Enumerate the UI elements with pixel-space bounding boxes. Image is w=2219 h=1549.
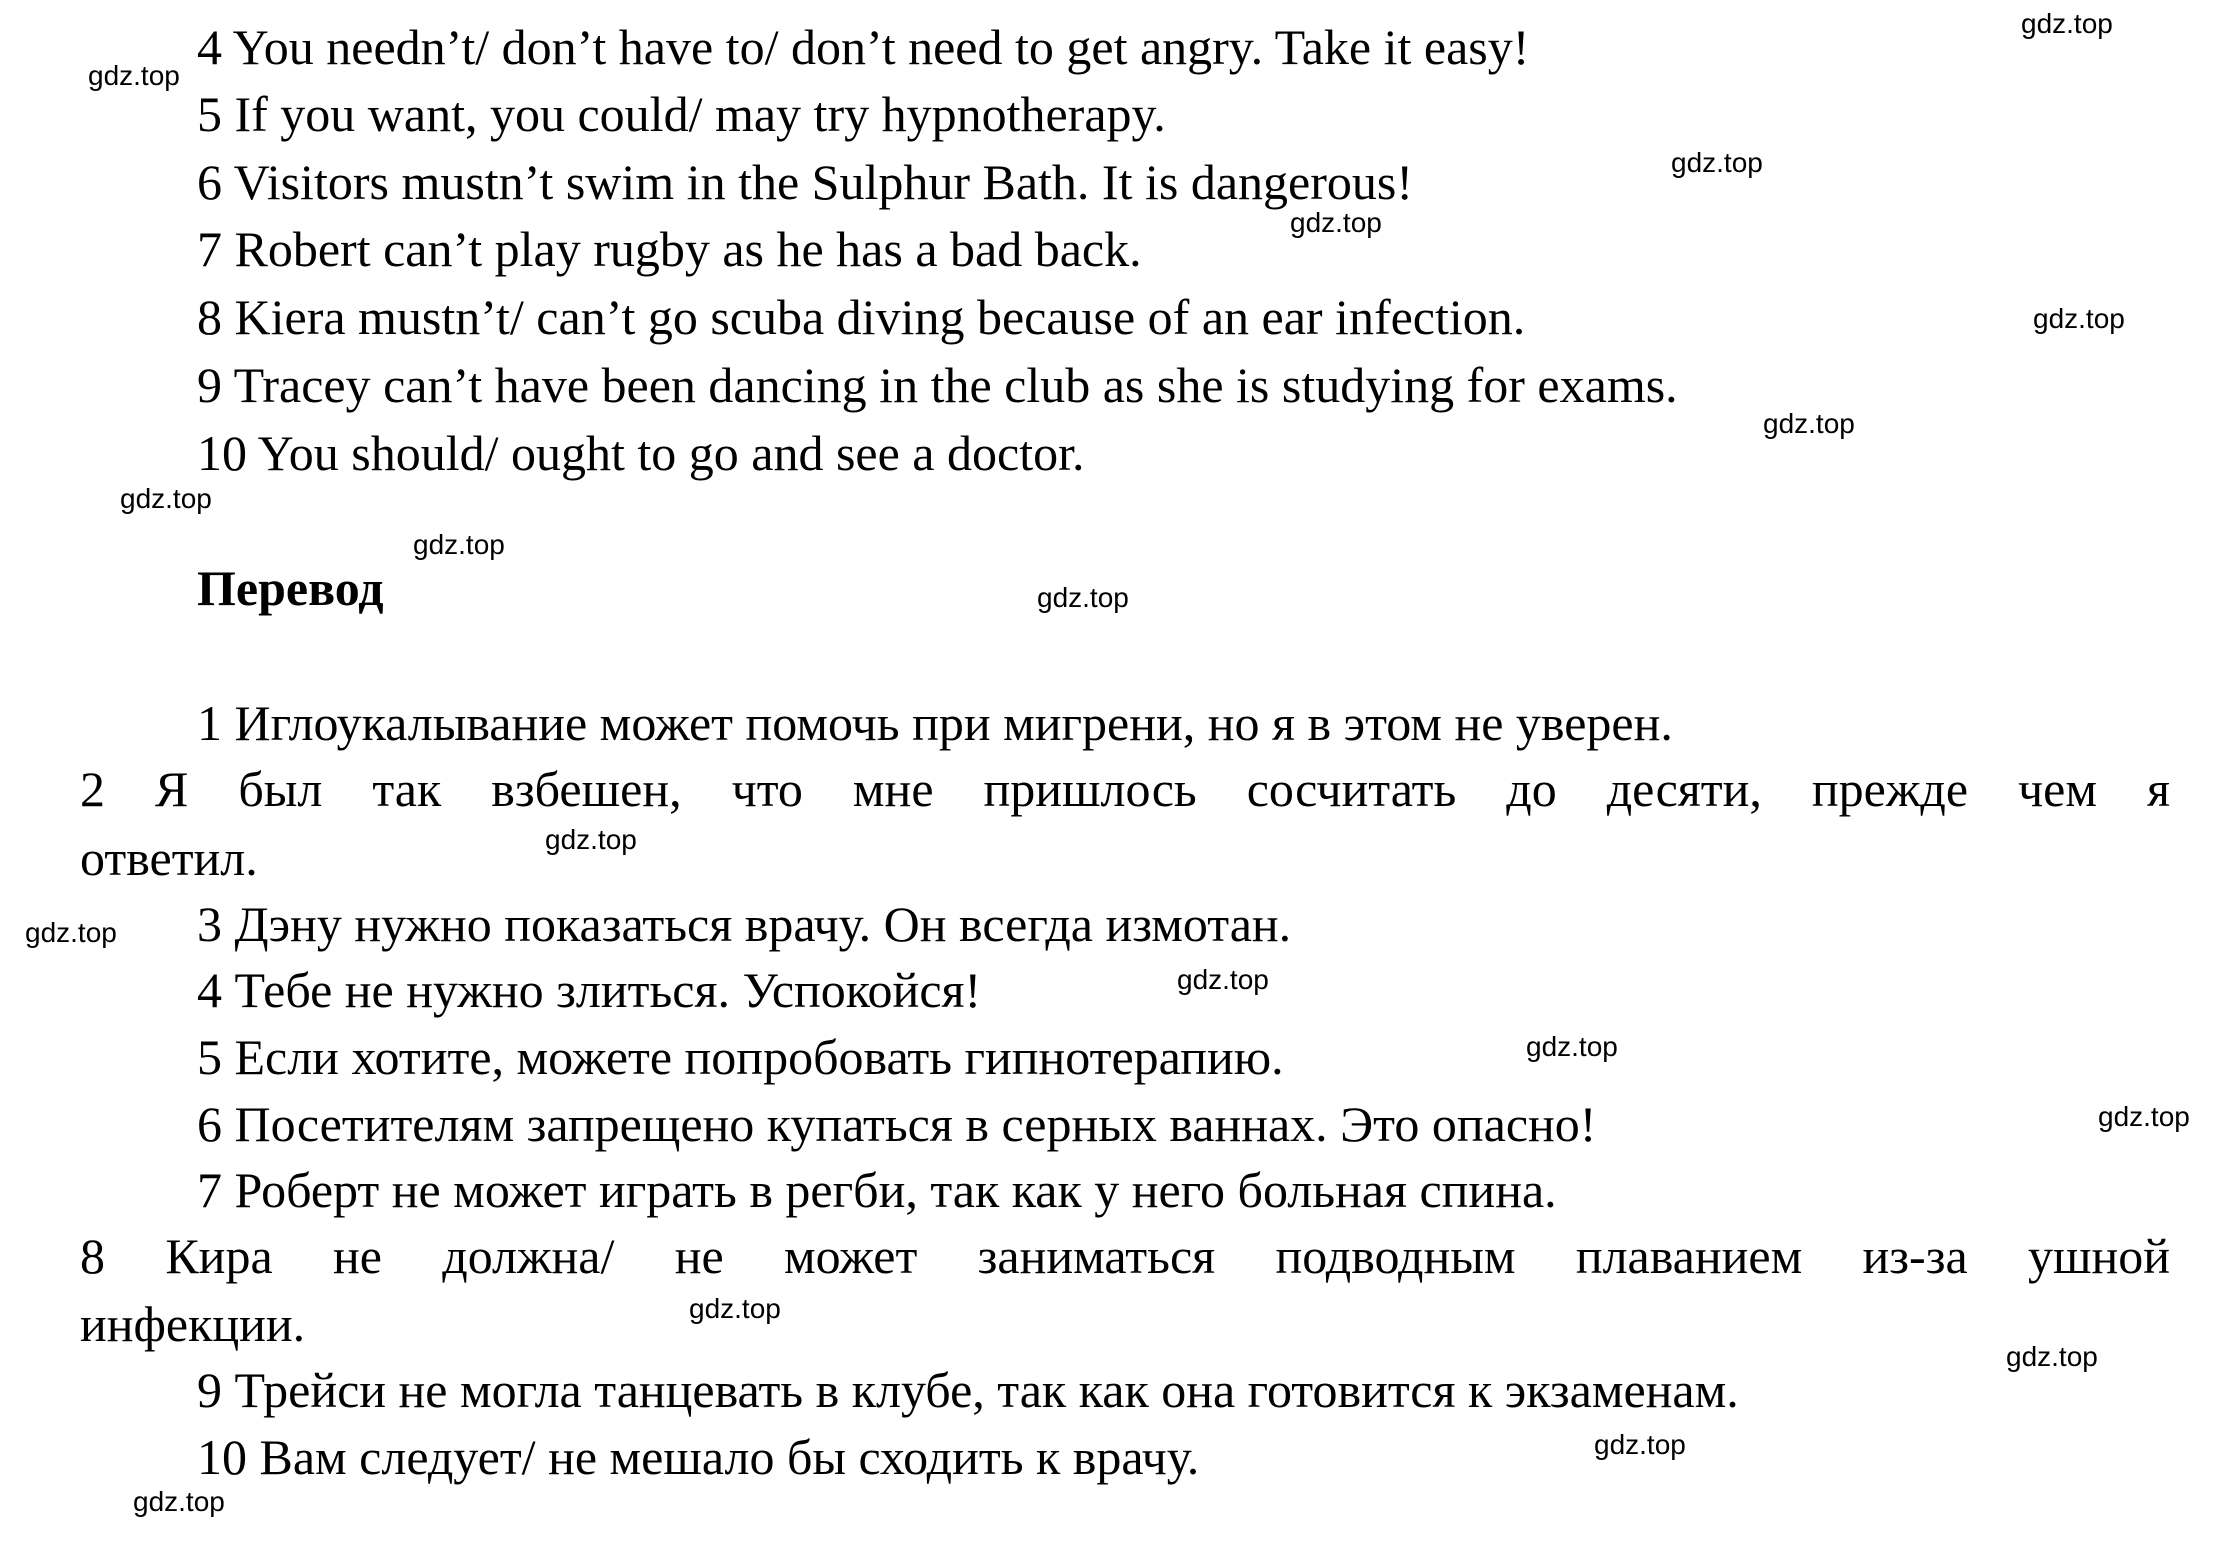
watermark: gdz.top [1177,964,1269,995]
translation-item-2-line-2: ответил. [80,830,258,886]
translation-item-10: 10 Вам следует/ не мешало бы сходить к врачу. [197,1429,1200,1485]
english-answer-8: 8 Kiera mustn’t/ can’t go scuba diving because of an ear infection. [197,289,1526,345]
watermark: gdz.top [2021,8,2113,39]
watermark: gdz.top [1037,582,1129,613]
translation-item-8-line-2: инфекции. [80,1296,306,1352]
watermark: gdz.top [133,1486,225,1517]
watermark: gdz.top [88,60,180,91]
translation-item-6: 6 Посетителям запрещено купаться в серных ваннах. Это опасно! [197,1096,1597,1152]
english-answer-4: 4 You needn’t/ don’t have to/ don’t need to get angry. Take it easy! [197,19,1530,75]
watermark: gdz.top [689,1293,781,1324]
watermark: gdz.top [2006,1341,2098,1372]
watermark: gdz.top [2098,1101,2190,1132]
english-answer-10: 10 You should/ ought to go and see a doctor. [197,425,1085,481]
watermark: gdz.top [1526,1031,1618,1062]
watermark: gdz.top [1290,207,1382,238]
english-answer-5: 5 If you want, you could/ may try hypnotherapy. [197,86,1166,142]
translation-item-8-line-1: 8 Кира не должна/ не может заниматься подводным плаванием из-за ушной [80,1228,2170,1284]
translation-item-9: 9 Трейси не могла танцевать в клубе, так как она готовится к экзаменам. [197,1362,1739,1418]
english-answer-9: 9 Tracey can’t have been dancing in the club as she is studying for exams. [197,357,1678,413]
watermark: gdz.top [545,824,637,855]
english-answer-7: 7 Robert can’t play rugby as he has a bad back. [197,221,1142,277]
translation-item-7: 7 Роберт не может играть в регби, так как у него больная спина. [197,1162,1557,1218]
translation-item-5: 5 Если хотите, можете попробовать гипнотерапию. [197,1029,1284,1085]
watermark: gdz.top [1763,408,1855,439]
translation-item-4: 4 Тебе не нужно злиться. Успокойся! [197,962,982,1018]
translation-item-2-line-1: 2 Я был так взбешен, что мне пришлось сосчитать до десяти, прежде чем я [80,761,2170,817]
watermark: gdz.top [25,917,117,948]
translation-heading: Перевод [197,560,384,616]
translation-item-3: 3 Дэну нужно показаться врачу. Он всегда измотан. [197,896,1292,952]
translation-item-1: 1 Иглоукалывание может помочь при мигрени, но я в этом не уверен. [197,695,1673,751]
watermark: gdz.top [413,529,505,560]
watermark: gdz.top [1594,1429,1686,1460]
english-answer-6: 6 Visitors mustn’t swim in the Sulphur Bath. It is dangerous! [197,154,1413,210]
watermark: gdz.top [120,483,212,514]
watermark: gdz.top [1671,147,1763,178]
watermark: gdz.top [2033,303,2125,334]
